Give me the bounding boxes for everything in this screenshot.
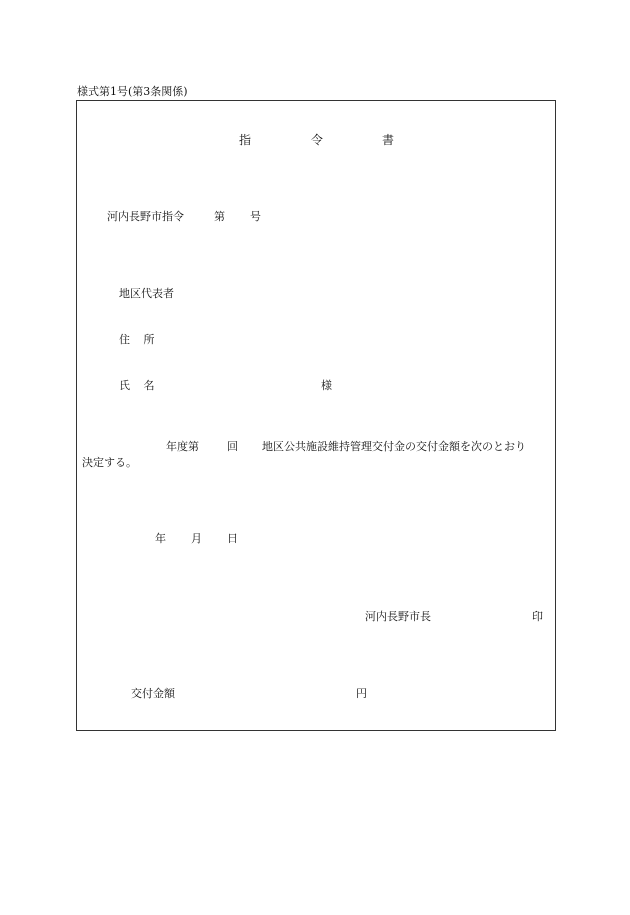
order-number-go: 号 (250, 210, 261, 223)
body-text: 地区公共施設維持管理交付金の交付金額を次のとおり (262, 440, 526, 453)
amount-unit: 円 (356, 687, 367, 700)
order-number-prefix: 河内長野市指令 (107, 210, 184, 223)
body-round: 回 (227, 440, 238, 453)
honorific: 様 (321, 379, 332, 392)
body-line-2: 決定する。 (82, 456, 137, 469)
amount-label: 交付金額 (131, 687, 175, 700)
name-label: 氏 名 (119, 379, 155, 392)
body-year: 年度第 (166, 440, 199, 453)
date-year: 年 (155, 532, 166, 545)
date-month: 月 (191, 532, 202, 545)
seal-mark: 印 (532, 610, 543, 623)
title-char-1: 指 (239, 133, 252, 147)
date-day: 日 (227, 532, 238, 545)
address-label: 住 所 (119, 333, 155, 346)
title-char-3: 書 (382, 133, 395, 147)
recipient-heading: 地区代表者 (119, 287, 174, 300)
form-label: 様式第1号(第3条関係) (77, 85, 188, 98)
document-frame (76, 100, 556, 731)
order-number-dai: 第 (214, 210, 225, 223)
title-char-2: 令 (311, 133, 324, 147)
issuer-name: 河内長野市長 (365, 610, 431, 623)
